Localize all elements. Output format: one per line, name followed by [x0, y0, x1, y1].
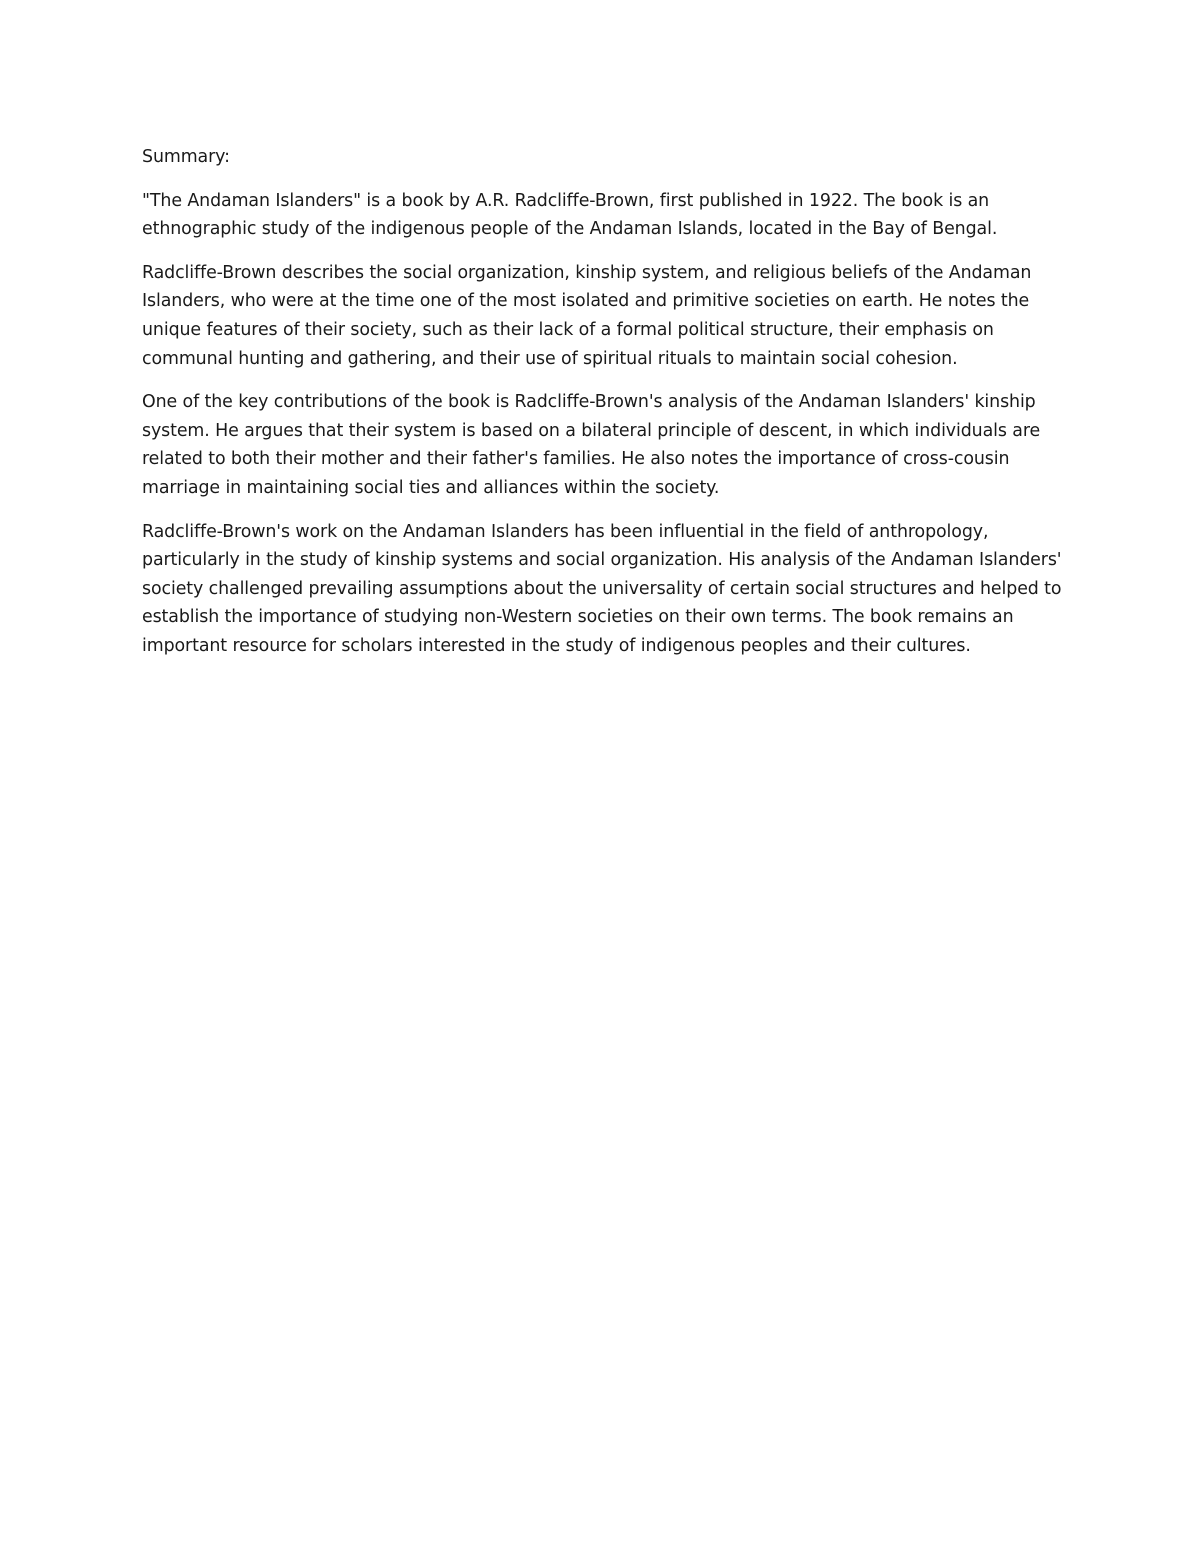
document-body — [142, 143, 1062, 676]
paragraph-influence: Radcliffe-Brown's work on the Andaman Islanders has been influential in the field of anthropology, particularly in the study of kinship systems and social organization. His analysis of the Andaman Islanders' society challenged prevailing assumptions about the universality of certain social structures and helped to establish the importance of studying non-Western societies on their own terms. The book remains an important resource for scholars interested in the study of indigenous peoples and their cultures. — [142, 521, 1062, 656]
paragraph-intro: "The Andaman Islanders" is a book by A.R. Radcliffe-Brown, first published in 1922. The book is an ethnographic study of the indigenous people of the Andaman Islands, located in the Bay of Bengal. — [142, 190, 998, 240]
summary-heading: Summary: — [142, 147, 230, 167]
paragraph-kinship-analysis: One of the key contributions of the book is Radcliffe-Brown's analysis of the Andaman Islanders' kinship system. He argues that their system is based on a bilateral principle of descent, in which individuals are related to both their mother and their father's families. He also notes the importance of cross-cousin marriage in maintaining social ties and alliances within the society. — [142, 392, 1041, 498]
paragraph-social-organization: Radcliffe-Brown describes the social organization, kinship system, and religious beliefs of the Andaman Islanders, who were at the time one of the most isolated and primitive societies on earth. He notes the unique features of their society, such as their lack of a formal political structure, their emphasis on communal hunting and gathering, and their use of spiritual rituals to maintain social cohesion. — [142, 262, 1032, 369]
